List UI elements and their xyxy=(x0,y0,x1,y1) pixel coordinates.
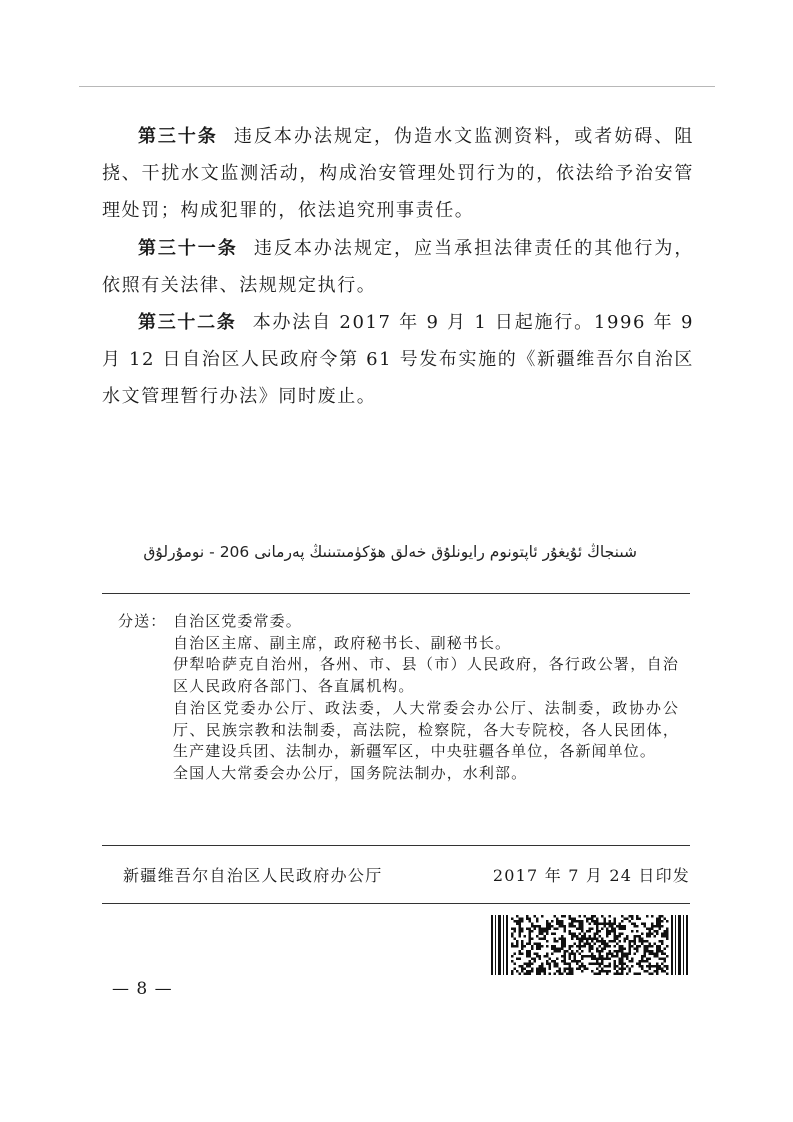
distribution-item: 自治区党委常委。 xyxy=(173,612,302,630)
barcode-image xyxy=(491,915,689,975)
issuing-office: 新疆维吾尔自治区人民政府办公厅 xyxy=(123,866,383,885)
distribution-item: 自治区党委办公厅、政法委，人大常委会办公厅、法制委，政协办公厅、民族宗教和法制委，高法院，检察院，各大专院校，各人民团体，生产建设兵团、法制办，新疆军区，中央驻疆各单位，各新闻单位。 xyxy=(173,698,679,761)
distribution-list xyxy=(173,611,679,785)
article-text: 违反本办法规定，应当承担法律责任的其他行为，依照有关法律、法规规定执行。 xyxy=(102,237,694,296)
article-text: 本办法自 2017 年 9 月 1 日起施行。1996 年 9 月 12 日自治区人民政府令第 61 号发布实施的《新疆维吾尔自治区水文管理暂行办法》同时废止。 xyxy=(102,312,694,408)
issuer-bottom-rule xyxy=(102,903,690,904)
header-rule xyxy=(79,86,715,87)
article-label: 第三十一条 xyxy=(138,237,238,259)
article-label: 第三十条 xyxy=(138,126,218,147)
article-label: 第三十二条 xyxy=(138,312,237,334)
regulation-body xyxy=(102,118,694,416)
distribution-top-rule xyxy=(102,593,690,594)
article-31 xyxy=(102,230,694,304)
page-number: — 8 — xyxy=(112,979,173,999)
issuer-top-rule xyxy=(102,845,690,846)
issue-date: 2017 年 7 月 24 日印发 xyxy=(492,866,690,885)
article-text: 违反本办法规定，伪造水文监测资料，或者妨碍、阻挠、干扰水文监测活动，构成治安管理处罚行为的，依法给予治安管理处罚；构成犯罪的，依法追究刑事责任。 xyxy=(102,126,694,222)
distribution-item: 自治区主席、副主席，政府秘书长、副秘书长。 xyxy=(173,633,512,652)
distribution-item: 全国人大常委会办公厅，国务院法制办，水利部。 xyxy=(173,763,528,782)
uyghur-decree-number: شىنجاڭ ئۇيغۇر ئاپتونوم رايونلۇق خەلق ھۆكۈمىتىنىڭ پەرمانى 206 - نومۇرلۇق xyxy=(143,543,637,561)
distribution-label: 分送： xyxy=(118,612,167,630)
article-30 xyxy=(102,118,694,230)
distribution-item: 伊犁哈萨克自治州，各州、市、县（市）人民政府，各行政公署，自治区人民政府各部门、各直属机构。 xyxy=(173,655,679,696)
article-32 xyxy=(102,304,694,416)
